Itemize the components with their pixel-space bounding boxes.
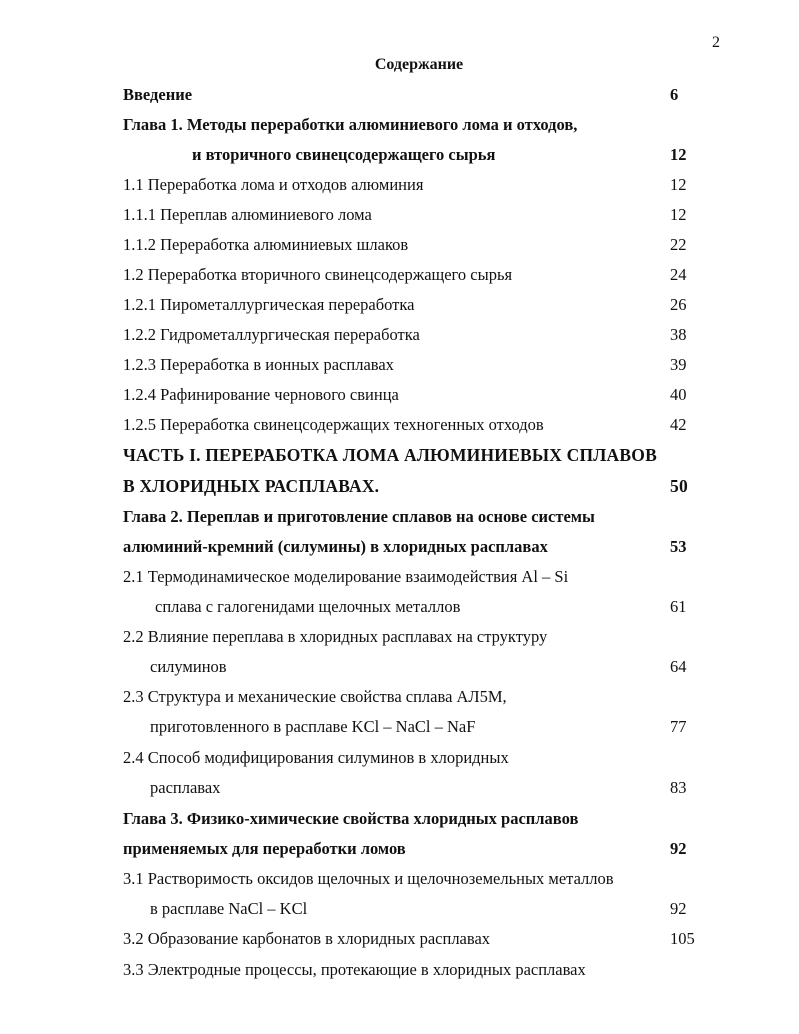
- toc-entry-page: 105: [670, 929, 695, 948]
- toc-entry-text: 1.2.1 Пирометаллургическая переработка: [123, 295, 415, 314]
- toc-entry: [0, 84, 799, 106]
- toc-entry-page: 26: [670, 295, 687, 314]
- toc-entry-page: 92: [670, 839, 687, 858]
- toc-entry-text: Глава 1. Методы переработки алюминиевого лома и отходов,: [123, 115, 578, 134]
- toc-entry-text: и вторичного свинецсодержащего сырья: [192, 145, 496, 164]
- toc-entry-text: применяемых для переработки ломов: [123, 839, 406, 858]
- toc-entry: [0, 959, 799, 981]
- toc-entry-text: 1.1 Переработка лома и отходов алюминия: [123, 175, 424, 194]
- toc-entry-page: 22: [670, 235, 687, 254]
- toc-entry-text: силуминов: [150, 657, 227, 676]
- toc-entry-text: расплавах: [150, 778, 221, 797]
- toc-entry-page: 40: [670, 385, 687, 404]
- toc-entry-text: 1.2.5 Переработка свинецсодержащих техногенных отходов: [123, 415, 544, 434]
- toc-entry: [0, 596, 799, 618]
- toc-entry-text: в расплаве NaCl – KCl: [150, 899, 308, 918]
- toc-entry: [0, 656, 799, 678]
- toc-entry-page: 12: [670, 205, 687, 224]
- toc-entry-text: 1.2.4 Рафинирование чернового свинца: [123, 385, 399, 404]
- toc-entry-text: 2.1 Термодинамическое моделирование взаимодействия Al – Si: [123, 567, 569, 586]
- toc-entry: [0, 626, 799, 648]
- toc-entry-text: ЧАСТЬ I. ПЕРЕРАБОТКА ЛОМА АЛЮМИНИЕВЫХ СПЛАВОВ: [123, 445, 657, 465]
- toc-entry-text: 1.1.1 Переплав алюминиевого лома: [123, 205, 372, 224]
- toc-entry-text: Введение: [123, 85, 193, 104]
- toc-entry: [0, 716, 799, 738]
- toc-entry-text: 3.1 Растворимость оксидов щелочных и щелочноземельных металлов: [123, 869, 614, 888]
- toc-entry: [0, 475, 799, 497]
- toc-entry: [0, 838, 799, 860]
- toc-entry: [0, 114, 799, 136]
- toc-entry: [0, 868, 799, 890]
- toc-entry-page: 77: [670, 717, 687, 736]
- toc-entry-text: 2.3 Структура и механические свойства сплава АЛ5М,: [123, 687, 507, 706]
- toc-entry-page: 83: [670, 778, 687, 797]
- toc-entry: [0, 324, 799, 346]
- toc-entry-text: 3.2 Образование карбонатов в хлоридных расплавах: [123, 929, 491, 948]
- toc-entry-page: 6: [670, 85, 679, 104]
- toc-entry-page: 39: [670, 355, 687, 374]
- toc-entry-text: В ХЛОРИДНЫХ РАСПЛАВАХ.: [123, 476, 380, 496]
- page-number: 2: [712, 34, 720, 51]
- toc-entry-page: 64: [670, 657, 687, 676]
- toc-entry-text: 2.2 Влияние переплава в хлоридных расплавах на структуру: [123, 627, 548, 646]
- toc-entry-page: 50: [670, 476, 688, 496]
- toc-entry: [0, 747, 799, 769]
- toc-entry-text: 1.2.3 Переработка в ионных расплавах: [123, 355, 394, 374]
- toc-entry-page: 92: [670, 899, 687, 918]
- toc-entry: [0, 144, 799, 166]
- toc-entry-text: алюминий-кремний (силумины) в хлоридных расплавах: [123, 537, 548, 556]
- toc-entry: [0, 686, 799, 708]
- toc-entry-text: 1.1.2 Переработка алюминиевых шлаков: [123, 235, 409, 254]
- toc-entry: [0, 928, 799, 950]
- toc-entry-text: 3.3 Электродные процессы, протекающие в хлоридных расплавах: [123, 960, 586, 979]
- toc-entry-page: 53: [670, 537, 687, 556]
- toc-entry: [0, 808, 799, 830]
- toc-entry-page: 12: [670, 145, 687, 164]
- toc-entry-page: 61: [670, 597, 687, 616]
- page-title: Содержание: [374, 56, 464, 73]
- toc-entry-text: Глава 2. Переплав и приготовление сплавов на основе системы: [123, 507, 595, 526]
- toc-entry: [0, 264, 799, 286]
- toc-entry-text: 1.2.2 Гидрометаллургическая переработка: [123, 325, 420, 344]
- toc-entry-text: 1.2 Переработка вторичного свинецсодержащего сырья: [123, 265, 513, 284]
- toc-entry: [0, 234, 799, 256]
- toc-entry-page: 12: [670, 175, 687, 194]
- toc-entry: [0, 354, 799, 376]
- toc-entry: [0, 898, 799, 920]
- toc-entry: [0, 174, 799, 196]
- toc-entry-text: сплава с галогенидами щелочных металлов: [155, 597, 461, 616]
- toc-entry: [0, 566, 799, 588]
- toc-entry-page: 42: [670, 415, 687, 434]
- toc-entry: [0, 777, 799, 799]
- toc-entry: [0, 204, 799, 226]
- toc-entry: [0, 384, 799, 406]
- toc-entry-text: приготовленного в расплаве KCl – NaCl – NaF: [150, 717, 476, 736]
- toc-entry: [0, 536, 799, 558]
- toc-entry-page: 24: [670, 265, 687, 284]
- toc-entry: [0, 444, 799, 466]
- toc-entry: [0, 414, 799, 436]
- toc-entry-text: Глава 3. Физико-химические свойства хлоридных расплавов: [123, 809, 579, 828]
- toc-entry: [0, 294, 799, 316]
- toc-entry-page: 38: [670, 325, 687, 344]
- toc-entry: [0, 506, 799, 528]
- toc-entry-text: 2.4 Способ модифицирования силуминов в хлоридных: [123, 748, 509, 767]
